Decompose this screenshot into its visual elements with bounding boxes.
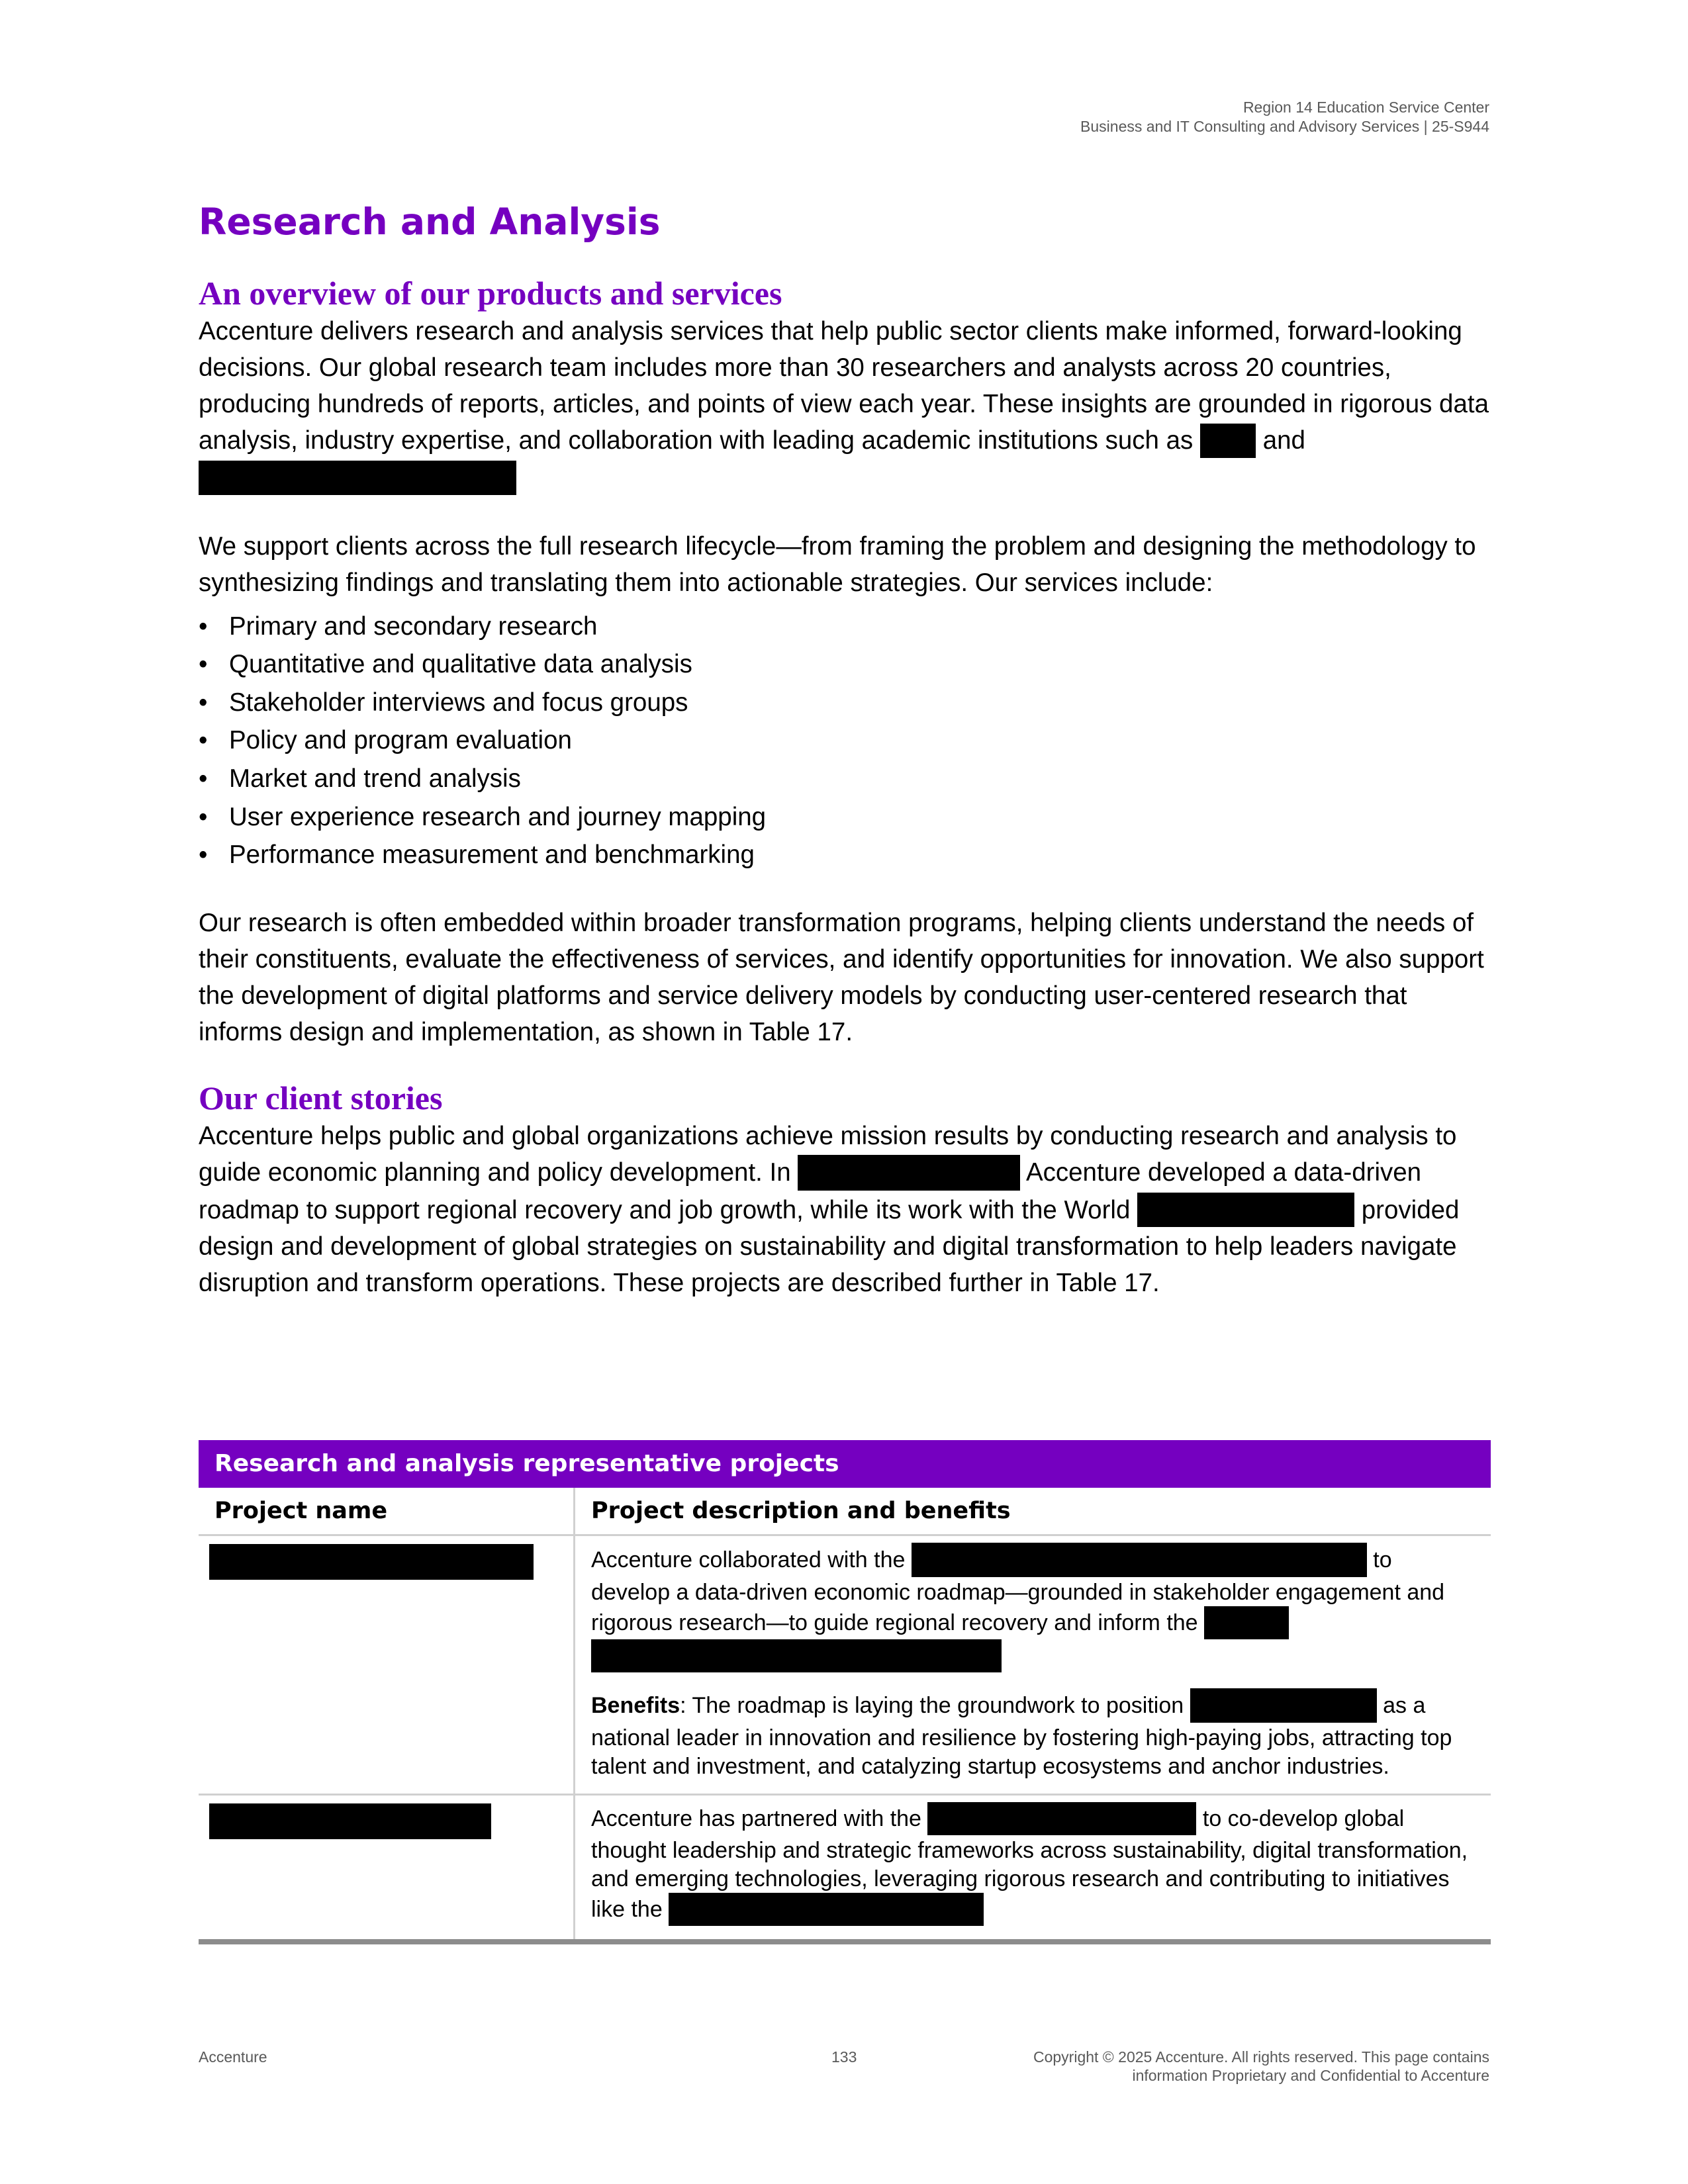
redaction-block: [798, 1155, 1020, 1191]
page-title: Research and Analysis: [199, 201, 661, 243]
list-item: • Stakeholder interviews and focus groups: [199, 684, 1489, 722]
redaction-block: [199, 461, 516, 495]
redaction-block: [1204, 1606, 1289, 1639]
project-description-text-a: Accenture has partnered with the: [591, 1805, 921, 1831]
redaction-block: [669, 1893, 984, 1926]
list-item: • Market and trend analysis: [199, 760, 1489, 798]
copyright-line-1: Copyright © 2025 Accenture. All rights reserved. This page contains: [1033, 2048, 1489, 2066]
project-description: [591, 1544, 1475, 1674]
project-description-text-b: to co-develop global thought leadership and strategic frameworks across sustainability, digital transformation, and emerging technologies, leveraging rigorous research and contributing to initiatives like the: [591, 1805, 1468, 1922]
benefits-label: Benefits: [591, 1692, 680, 1718]
footer-copyright: [1033, 2048, 1489, 2085]
stories-text-c: provided design and development of global strategies on sustainability and digital transformation to help leaders navigate disruption and transform operations. These projects are described further in Table 17.: [199, 1195, 1460, 1298]
project-name-cell: [199, 1794, 575, 1942]
overview-paragraph-1-and: and: [1262, 426, 1305, 455]
redaction-block: [1190, 1688, 1377, 1723]
stories-heading: Our client stories: [199, 1079, 443, 1116]
table-title: Research and analysis representative projects: [199, 1440, 1491, 1488]
redaction-block: [1137, 1193, 1354, 1227]
benefits-text-a: : The roadmap is laying the groundwork to position: [680, 1692, 1184, 1718]
services-list: [199, 608, 1489, 874]
project-description-cell: [575, 1535, 1491, 1795]
main-content: [199, 195, 1489, 1301]
overview-paragraph-1: [199, 313, 1489, 496]
page-number: 133: [831, 2048, 857, 2066]
project-description-cell: [575, 1794, 1491, 1942]
redaction-block: [912, 1543, 1367, 1577]
project-description-text-b: to develop a data-driven economic roadmap—grounded in stakeholder engagement and rigorous research—to guide regional recovery and inform the: [591, 1547, 1445, 1635]
copyright-line-2: information Proprietary and Confidential to Accenture: [1132, 2067, 1489, 2084]
overview-paragraph-3: Our research is often embedded within broader transformation programs, helping clients understand the needs of their constituents, evaluate the effectiveness of services, and identify opportunities for innovation. We also support the development of digital platforms and service delivery models by conducting user-centered research that informs design and implementation, as shown in Table 17.: [199, 908, 1484, 1046]
project-name-cell: [199, 1535, 575, 1795]
list-item: • Quantitative and qualitative data analysis: [199, 645, 1489, 684]
stories-text-a: Accenture helps public and global organizations achieve mission results by conducting research and analysis to guide economic planning and policy development. In: [199, 1121, 1457, 1187]
stories-text-b: Accenture developed a data-driven roadmap to support regional recovery and job growth, while its work with the World: [199, 1158, 1422, 1224]
redaction-block: [209, 1544, 534, 1580]
redaction-block: [1200, 424, 1256, 458]
redaction-block: [209, 1803, 491, 1839]
projects-table-grid: [199, 1488, 1491, 1944]
column-header-description: Project description and benefits: [575, 1488, 1491, 1535]
project-description: [591, 1803, 1475, 1927]
list-item: • Primary and secondary research: [199, 608, 1489, 646]
redaction-block: [927, 1802, 1196, 1835]
table-row: [199, 1535, 1491, 1795]
page-header: [1080, 98, 1489, 136]
header-project: Business and IT Consulting and Advisory Services | 25-S944: [1080, 118, 1489, 135]
header-org: Region 14 Education Service Center: [1243, 99, 1489, 116]
list-item: • Performance measurement and benchmarking: [199, 836, 1489, 874]
footer-company: Accenture: [199, 2048, 267, 2066]
redaction-block: [591, 1639, 1002, 1672]
list-item: • Policy and program evaluation: [199, 721, 1489, 760]
stories-paragraph: [199, 1118, 1489, 1302]
overview-paragraph-1-text: Accenture delivers research and analysis services that help public sector clients make informed, forward-looking decisions. Our global research team includes more than 30 researchers and analysts across 20 countries, producing hundreds of reports, articles, and points of view each year. These insights are grounded in rigorous data analysis, industry expertise, and collaboration with leading academic institutions such as: [199, 317, 1489, 455]
benefits-text-b: as a national leader in innovation and resilience by fostering high-paying jobs, attracting top talent and investment, and catalyzing startup ecosystems and anchor industries.: [591, 1692, 1452, 1779]
list-item: • User experience research and journey mapping: [199, 798, 1489, 837]
overview-heading: An overview of our products and services: [199, 275, 782, 312]
table-row: [199, 1794, 1491, 1942]
project-description-text-a: Accenture collaborated with the: [591, 1547, 906, 1572]
column-header-project-name: Project name: [199, 1488, 575, 1535]
overview-paragraph-2: We support clients across the full research lifecycle—from framing the problem and designing the methodology to synthesizing findings and translating them into actionable strategies. Our services include:: [199, 531, 1476, 597]
project-benefits: [591, 1690, 1475, 1782]
projects-table: [199, 1440, 1491, 1944]
